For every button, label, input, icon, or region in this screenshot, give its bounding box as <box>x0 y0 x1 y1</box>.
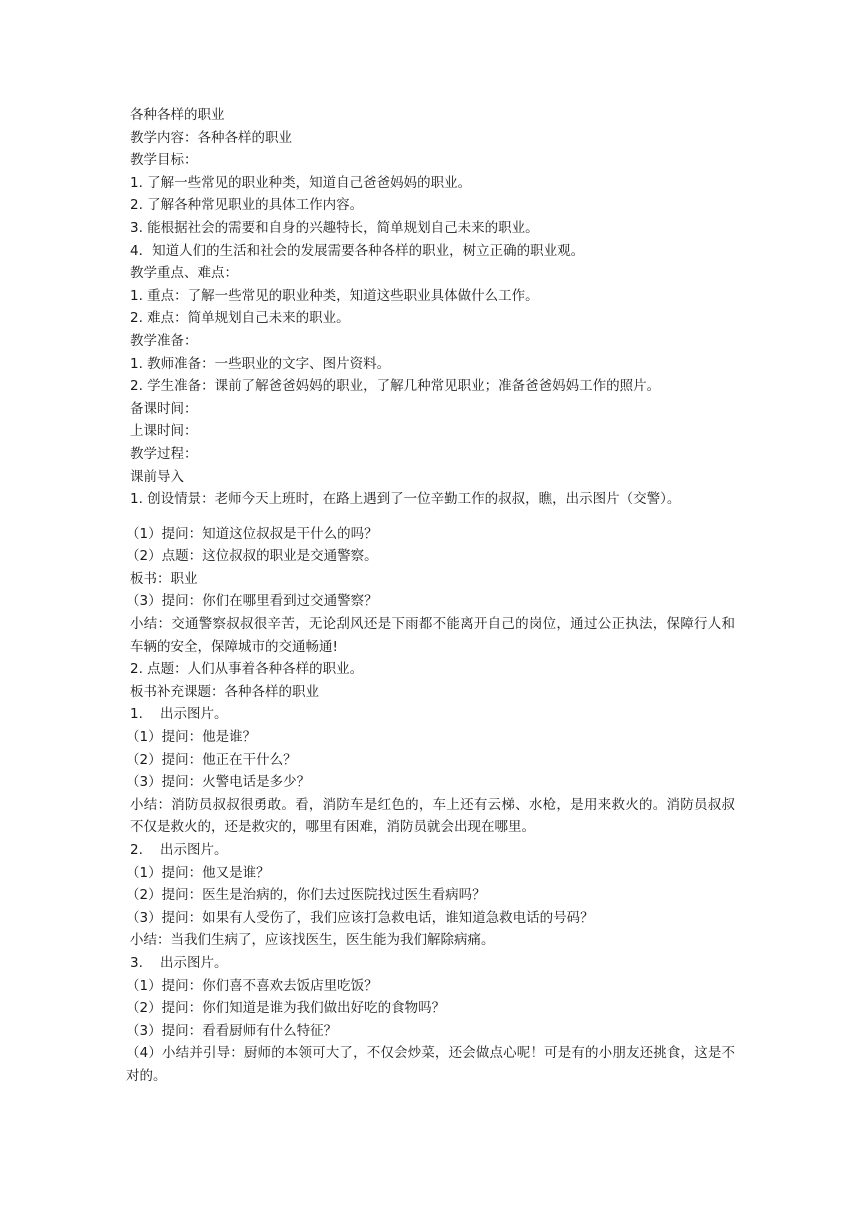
document-title: 各种各样的职业 <box>130 107 225 123</box>
show-picture-item: 1. 出示图片。 <box>130 706 228 723</box>
class-time-line: 上课时间： <box>130 423 198 440</box>
teacher-preparation-item: 1. 教师准备：一些职业的文字、图片资料。 <box>130 355 391 372</box>
section-heading-preparation: 教学准备： <box>130 332 198 349</box>
teaching-content-line: 教学内容：各种各样的职业 <box>130 129 292 146</box>
section-heading-key-points: 教学重点、难点： <box>130 265 238 282</box>
question-item: （1）提问：知道这位叔叔是干什么的吗？ <box>126 525 378 542</box>
show-picture-item: 2. 出示图片。 <box>130 842 228 858</box>
summary-paragraph: 小结：交通警察叔叔很辛苦，无论刮风还是下雨都不能离开自己的岗位，通过公正执法，保障行人和车辆的安全，保障城市的交通畅通! <box>130 616 735 655</box>
document-body <box>126 104 735 1088</box>
question-item: （1）提问：他又是谁？ <box>126 864 270 881</box>
question-item: （2）提问：他正在干什么？ <box>126 751 297 768</box>
key-point-item: 1. 重点：了解一些常见的职业种类，知道这些职业具体做什么工作。 <box>130 287 539 304</box>
question-item: （2）点题：这位叔叔的职业是交通警察。 <box>126 548 378 565</box>
theme-item: 2. 点题：人们从事着各种各样的职业。 <box>130 661 364 678</box>
intro-scenario-item: 1. 创设情景：老师今天上班时，在路上遇到了一位辛勤工作的叔叔，瞧，出示图片（交警）。 <box>130 491 681 508</box>
difficult-point-item: 2. 难点：简单规划自己未来的职业。 <box>130 310 350 327</box>
blackboard-note: 板书补充课题：各种各样的职业 <box>130 683 319 700</box>
prep-time-line: 备课时间： <box>130 400 198 417</box>
summary-paragraph: 小结：当我们生病了，应该找医生，医生能为我们解除病痛。 <box>130 932 495 949</box>
section-heading-process: 教学过程： <box>130 445 198 462</box>
question-item: （3）提问：你们在哪里看到过交通警察？ <box>126 593 378 610</box>
paragraph-gap <box>130 511 735 523</box>
goal-item-4: 4．知道人们的生活和社会的发展需要各种各样的职业，树立正确的职业观。 <box>130 242 585 259</box>
subsection-heading-intro: 课前导入 <box>130 468 184 485</box>
summary-paragraph: 小结：消防员叔叔很勇敢。看，消防车是红色的，车上还有云梯、水枪，是用来救火的。消防员叔叔不仅是救火的，还是救灾的，哪里有困难，消防员就会出现在哪里。 <box>130 796 735 836</box>
question-item: （1）提问：他是谁？ <box>126 729 257 746</box>
goal-item-3: 3. 能根据社会的需要和自身的兴趣特长，简单规划自己未来的职业。 <box>130 219 539 236</box>
question-item: （3）提问：如果有人受伤了，我们应该打急救电话，谁知道急救电话的号码？ <box>126 909 594 926</box>
student-preparation-item: 2. 学生准备：课前了解爸爸妈妈的职业，了解几种常见职业；准备爸爸妈妈工作的照片。 <box>130 378 661 395</box>
question-item: （3）提问：火警电话是多少？ <box>126 774 311 791</box>
question-item: （1）提问：你们喜不喜欢去饭店里吃饭？ <box>126 977 378 994</box>
goal-item-1: 1. 了解一些常见的职业种类，知道自己爸爸妈妈的职业。 <box>130 174 472 191</box>
question-item: （2）提问：你们知道是谁为我们做出好吃的食物吗？ <box>126 1000 446 1017</box>
section-heading-goals: 教学目标： <box>130 152 198 169</box>
summary-paragraph: （4）小结并引导：厨师的本领可大了，不仅会炒菜，还会做点心呢！可是有的小朋友还挑食，这是不对的。 <box>126 1045 735 1084</box>
show-picture-item: 3. 出示图片。 <box>130 954 228 971</box>
question-item: （3）提问：看看厨师有什么特征？ <box>126 1022 338 1039</box>
blackboard-note: 板书：职业 <box>130 570 198 587</box>
goal-item-2: 2. 了解各种常见职业的具体工作内容。 <box>130 197 364 214</box>
question-item: （2）提问：医生是治病的，你们去过医院找过医生看病吗？ <box>126 887 486 904</box>
